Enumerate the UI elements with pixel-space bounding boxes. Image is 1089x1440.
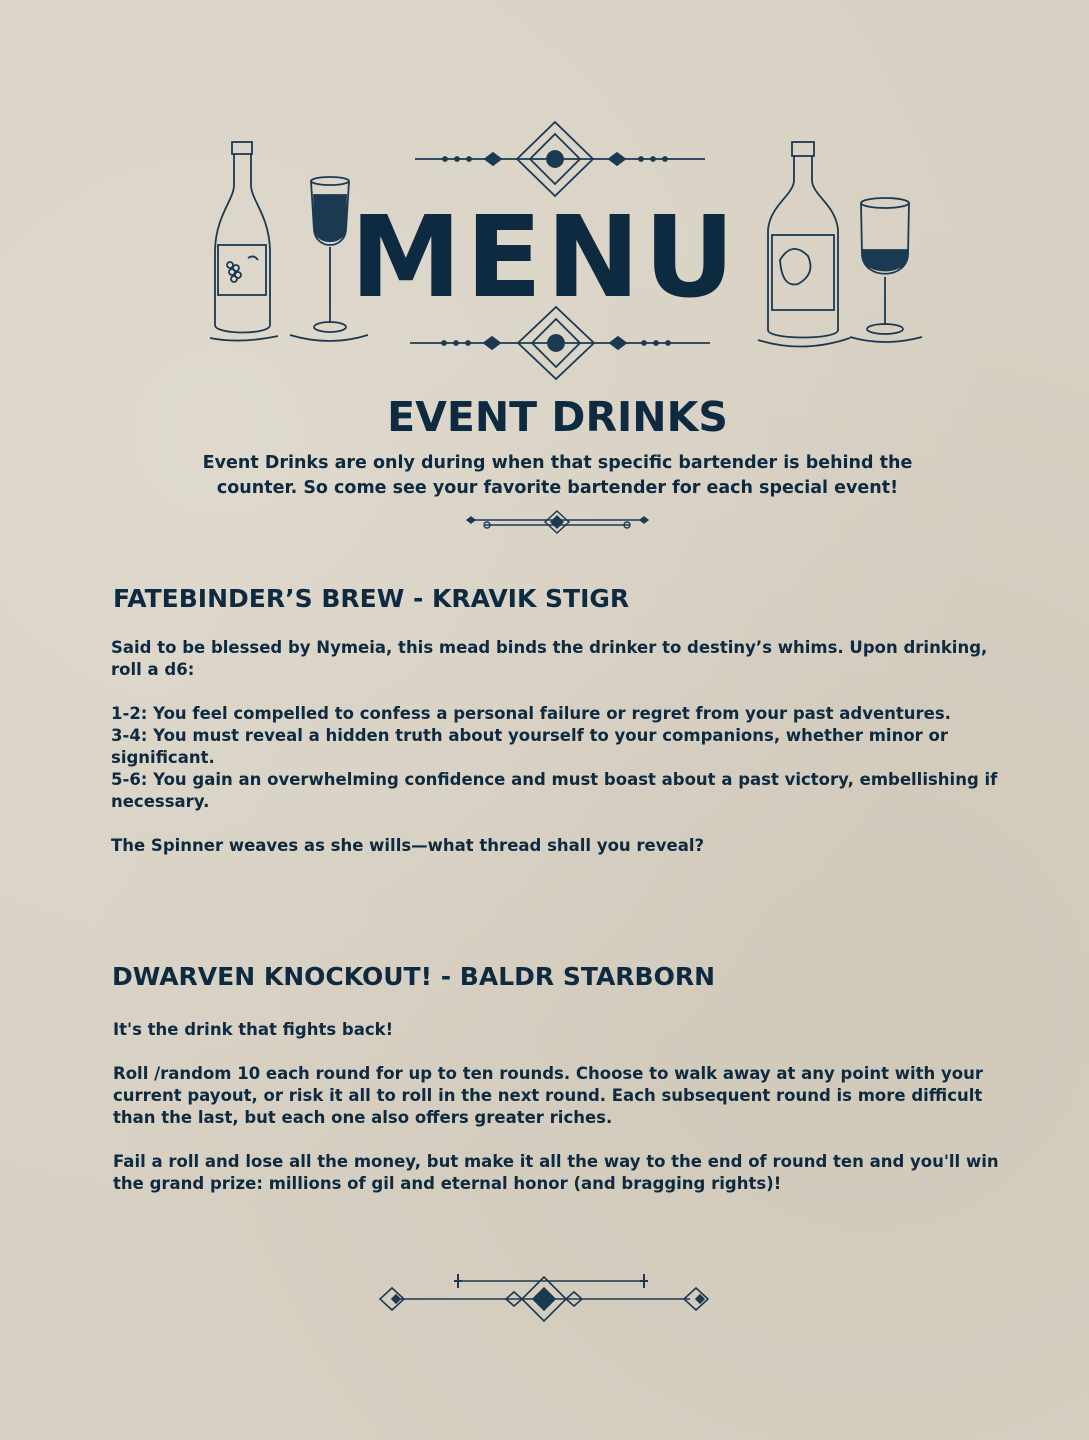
drink-description [111,637,1011,857]
menu-title: MENU [350,193,739,323]
drink-paragraph: 1-2: You feel compelled to confess a personal failure or regret from your past adventures. 3-4: You must reveal a hidden truth about yourself to your companions, whether minor or significant. 5-6: You gain an overwhelming confidence and must boast about a past victory, embellishing if necessary. [111,704,998,811]
drink-description [113,1019,1013,1195]
art-deco-ornament [410,305,710,383]
art-deco-ornament [378,1272,710,1328]
intro-text: Event Drinks are only during when that specific bartender is behind the counter. So come see your favorite bartender for each special event! [202,453,913,498]
drink-name: DWARVEN KNOCKOUT! - BALDR STARBORN [112,962,716,991]
drink-paragraph: The Spinner weaves as she wills—what thread shall you reveal? [111,836,705,855]
drink-paragraph: It's the drink that fights back! [113,1020,394,1039]
drink-paragraph: Roll /random 10 each round for up to ten rounds. Choose to walk away at any point with your current payout, or risk it all to roll in the next round. Each subsequent round is more difficult than the last, but each one also offers greater riches. [113,1064,989,1127]
drink-paragraph: Said to be blessed by Nymeia, this mead binds the drinker to destiny’s whims. Upon drinking, roll a d6: [111,638,994,679]
drink-name: FATEBINDER’S BREW - KRAVIK STIGR [113,584,630,613]
drink-paragraph: Fail a roll and lose all the money, but make it all the way to the end of round ten and you'll win the grand prize: millions of gil and eternal honor (and bragging rights)! [113,1152,1005,1193]
section-title: EVENT DRINKS [387,393,728,441]
art-deco-ornament [415,120,705,198]
flourish-divider [465,510,650,536]
